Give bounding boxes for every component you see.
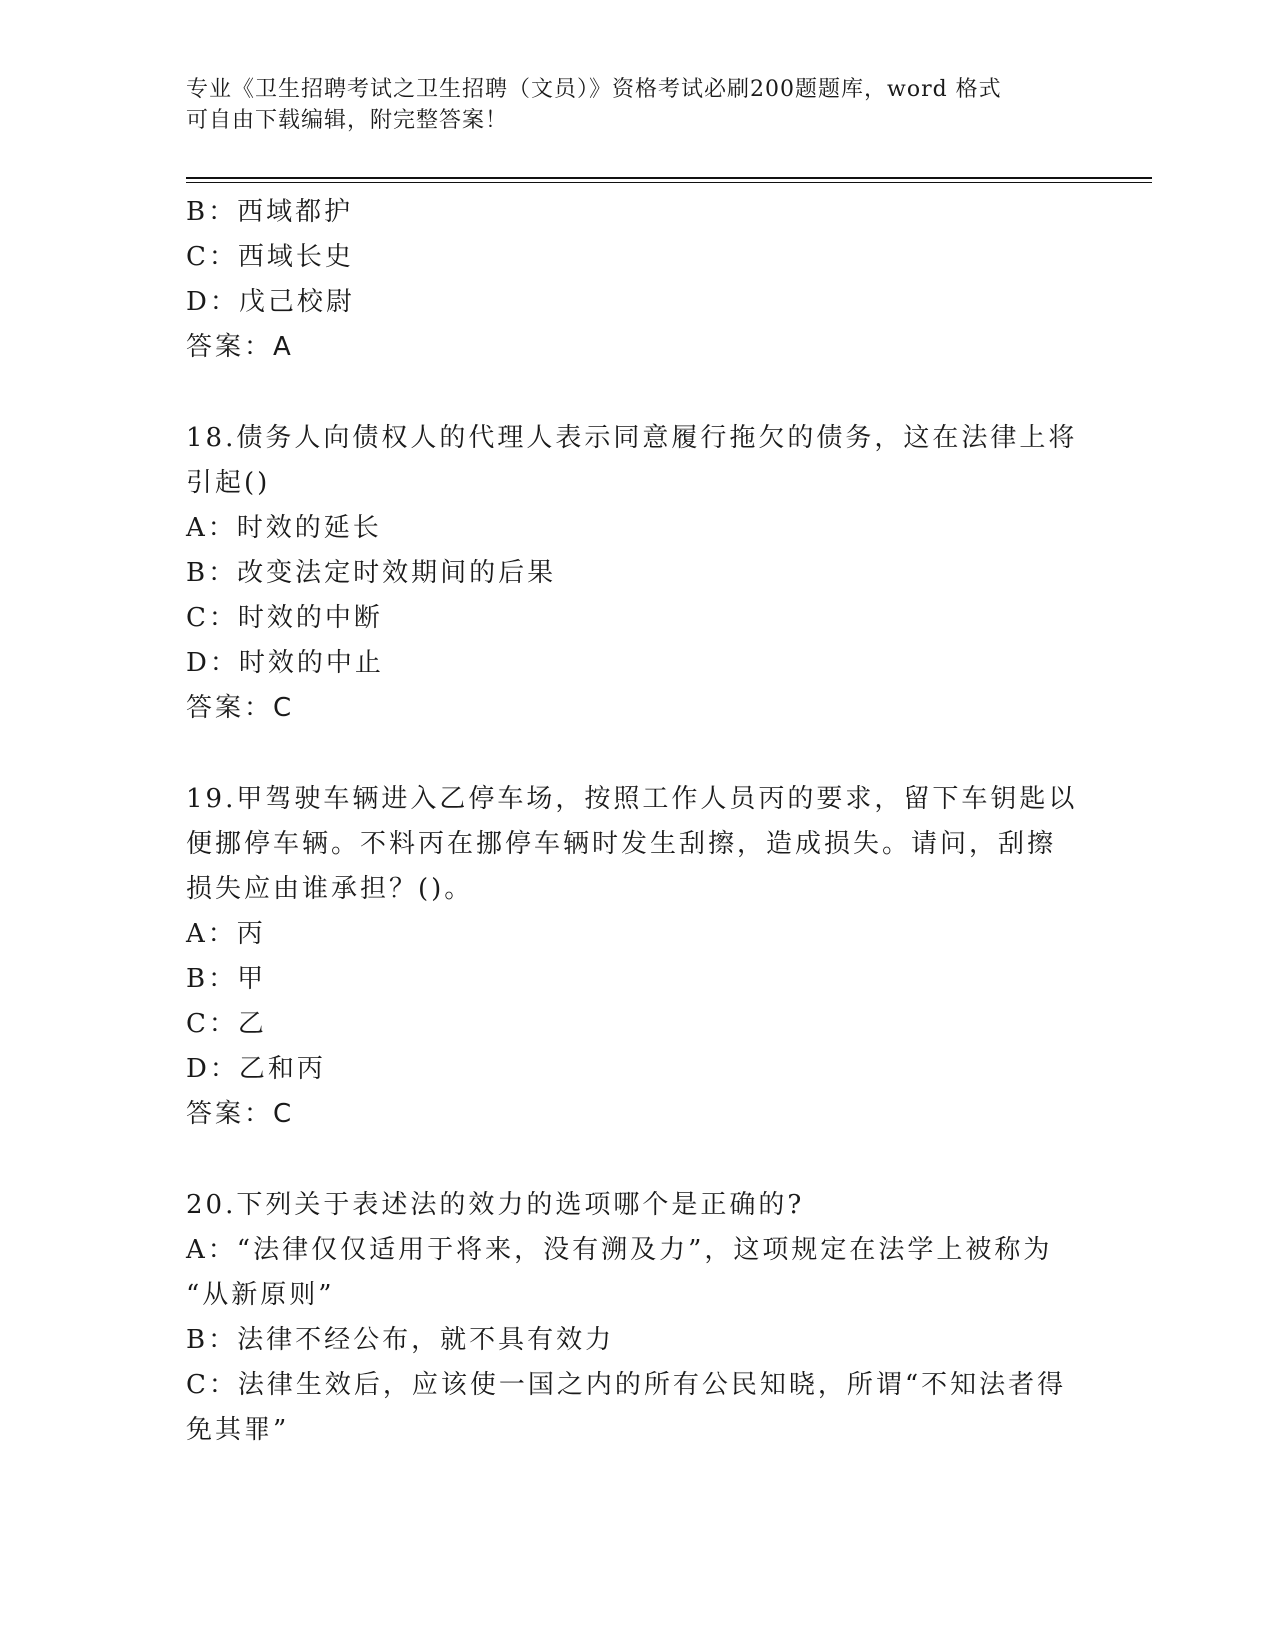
option-d: D：戊己校尉 bbox=[186, 287, 355, 317]
question-stem: 19.甲驾驶车辆进入乙停车场，按照工作人员丙的要求，留下车钥匙以 bbox=[186, 784, 1078, 814]
option-d: D：乙和丙 bbox=[186, 1054, 326, 1084]
header-line-1: 专业《卫生招聘考试之卫生招聘（文员）》资格考试必刷200题题库，word 格式 bbox=[186, 77, 1002, 102]
option-b: B：甲 bbox=[186, 964, 267, 994]
option-c: C：法律生效后，应该使一国之内的所有公民知晓，所谓“不知法者得 bbox=[186, 1370, 1067, 1400]
option-a-continued: “从新原则” bbox=[186, 1280, 335, 1310]
option-b: B：改变法定时效期间的后果 bbox=[186, 558, 557, 588]
question-stem-continued: 损失应由谁承担？()。 bbox=[186, 874, 474, 904]
option-b: B：法律不经公布，就不具有效力 bbox=[186, 1325, 615, 1355]
option-a: A：丙 bbox=[186, 919, 266, 949]
header-rule-thin bbox=[186, 182, 1152, 183]
document-header bbox=[186, 74, 1066, 136]
option-b: B：西域都护 bbox=[186, 197, 354, 227]
question-19 bbox=[186, 777, 1086, 1137]
option-a: A：时效的延长 bbox=[186, 513, 382, 543]
question-stem-continued: 引起() bbox=[186, 468, 271, 498]
question-stem-continued: 便挪停车辆。不料丙在挪停车辆时发生刮擦，造成损失。请问，刮擦 bbox=[186, 829, 1057, 859]
document-body bbox=[186, 190, 1086, 1453]
answer: 答案：A bbox=[186, 332, 294, 362]
question-20 bbox=[186, 1183, 1086, 1453]
question-17 bbox=[186, 190, 1086, 370]
header-rule-thick bbox=[186, 177, 1152, 179]
question-stem: 18.债务人向债权人的代理人表示同意履行拖欠的债务，这在法律上将 bbox=[186, 423, 1078, 453]
header-line-2: 可自由下载编辑，附完整答案！ bbox=[186, 108, 509, 133]
question-18 bbox=[186, 416, 1086, 731]
option-a: A：“法律仅仅适用于将来，没有溯及力”，这项规定在法学上被称为 bbox=[186, 1235, 1053, 1265]
question-stem: 20.下列关于表述法的效力的选项哪个是正确的? bbox=[186, 1190, 805, 1220]
option-c: C：西域长史 bbox=[186, 242, 354, 272]
option-c-continued: 免其罪” bbox=[186, 1415, 290, 1445]
option-c: C：时效的中断 bbox=[186, 603, 383, 633]
option-c: C：乙 bbox=[186, 1009, 267, 1039]
option-d: D：时效的中止 bbox=[186, 648, 384, 678]
answer: 答案：C bbox=[186, 693, 295, 723]
answer: 答案：C bbox=[186, 1099, 295, 1129]
